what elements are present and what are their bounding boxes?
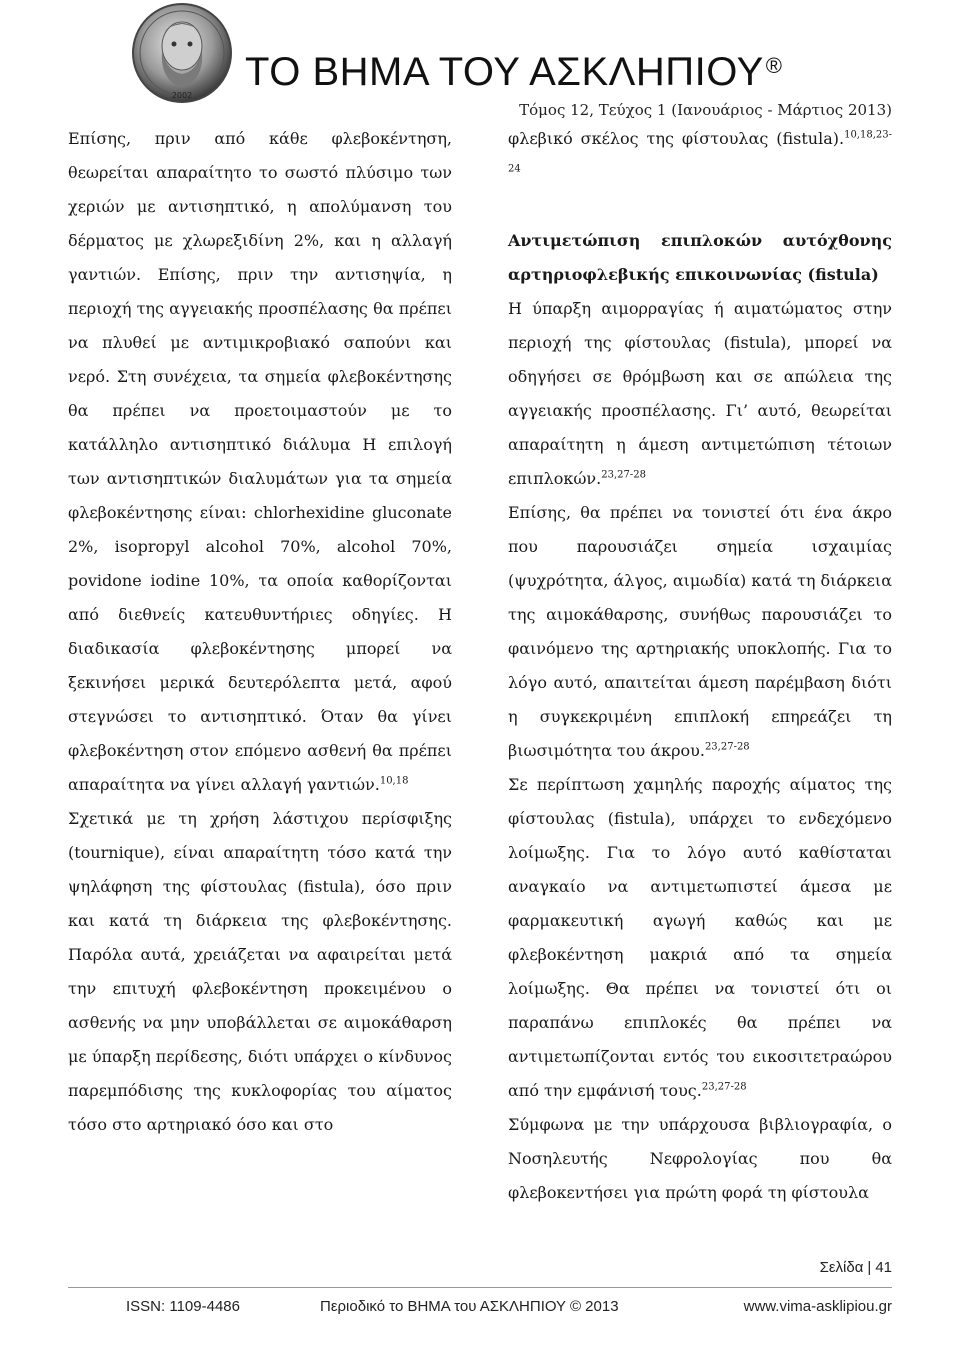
reference-superscript: 10,18,23-24	[508, 129, 892, 175]
page-number	[820, 1258, 892, 1278]
journal-title	[245, 48, 783, 96]
reference-superscript: 23,27-28	[601, 469, 646, 481]
footer-divider	[68, 1287, 892, 1288]
right-paragraph-2	[508, 496, 892, 768]
reference-superscript: 23,27-28	[701, 1081, 747, 1093]
paragraph-text: Σύμφωνα με την υπάρχουσα βιβλιογραφία, ο Νοσηλευτής Νεφρολογίας που θα φλεβοκεντήσει για πρώτη φορά τη φίστουλα	[508, 1115, 892, 1202]
reference-superscript: 10,18	[379, 775, 409, 787]
footer	[68, 1296, 892, 1318]
paragraph-text: Επίσης, πριν από κάθε φλεβοκέντηση, θεωρείται απαραίτητο το σωστό πλύσιμο των χεριών με αντισηπτικό, η απολύμανση του δέρματος με χλωρεξιδίνη 2%, και η αλλαγή γαντιών. Επίσης, πριν την αντισηψία, η περιοχή της αγγειακής προσπέλασης θα πρέπει να πλυθεί με αντιμικροβιακό σαπούνι και νερό. Στη συνέχεια, τα σημεία φλεβοκέντησης θα πρέπει να προετοιμαστούν με το κατάλληλο αντισηπτικό διάλυμα Η επιλογή των αντισηπτικών διαλυμάτων για τα σημεία φλεβοκέντησης είναι: chlorhexidine gluconate 2%, isopropyl alcohol 70%, alcohol 70%, povidone iodine 10%, τα οποία καθορίζονται από διεθνείς κατευθυντήριες οδηγίες. Η διαδικασία φλεβοκέντησης μπορεί να ξεκινήσει μερικά δευτερόλεπτα μετά, αφού στεγνώσει το αντισηπτικό. Όταν θα γίνει φλεβοκέντηση στον επόμενο ασθενή θα πρέπει απαραίτητα να γίνει αλλαγή γαντιών.	[68, 129, 452, 794]
footer-journal-copyright: Περιοδικό το ΒΗΜΑ του ΑΣΚΛΗΠΙΟΥ © 2013	[320, 1298, 619, 1315]
footer-website-link[interactable]: www.vima-asklipiou.gr	[743, 1298, 892, 1315]
left-column	[68, 122, 452, 1142]
spacer	[508, 190, 892, 224]
footer-issn: ISSN: 1109-4486	[126, 1298, 240, 1315]
page-label: Σελίδα	[819, 1259, 864, 1276]
reference-superscript: 23,27-28	[704, 741, 750, 753]
right-paragraph-4	[508, 1108, 892, 1210]
journal-logo-medallion	[130, 2, 234, 104]
registered-mark: ®	[765, 53, 783, 78]
page-number-value: 41	[875, 1259, 892, 1276]
paragraph-text: Επίσης, θα πρέπει να τονιστεί ότι ένα άκρο που παρουσιάζει σημεία ισχαιμίας (ψυχρότητα, άλγος, αιμωδία) κατά τη διάρκεια της αιμοκάθαρσης, συνήθως παρουσιάζει το φαινόμενο της αρτηριακής υποκλοπής. Για το λόγο αυτό, απαιτείται άμεση παρέμβαση διότι η συγκεκριμένη επιπλοκή επηρεάζει τη βιωσιμότητα του άκρου.	[508, 503, 892, 760]
issue-info: Τόμος 12, Τεύχος 1 (Ιανουάριος - Μάρτιος 2013)	[519, 101, 892, 119]
right-column	[508, 122, 892, 1210]
right-continuation	[508, 122, 892, 190]
left-paragraph-2	[68, 802, 452, 1142]
journal-title-text: ΤΟ ΒΗΜΑ ΤΟΥ ΑΣΚΛΗΠΙΟΥ	[245, 50, 764, 94]
paragraph-text: Η ύπαρξη αιμορραγίας ή αιματώματος στην περιοχή της φίστουλας (fistula), μπορεί να οδηγήσει σε θρόμβωση και σε απώλεια της αγγειακής προσπέλασης. Γι’ αυτό, θεωρείται απαραίτητη η άμεση αντιμετώπιση τέτοιων επιπλοκών.	[508, 299, 892, 488]
page-separator: |	[867, 1259, 872, 1276]
left-paragraph-1	[68, 122, 452, 802]
right-paragraph-3	[508, 768, 892, 1108]
logo-year: 2002	[171, 91, 193, 100]
paragraph-text: Σε περίπτωση χαμηλής παροχής αίματος της φίστουλας (fistula), υπάρχει το ενδεχόμενο λοίμωξης. Για το λόγο αυτό καθίσταται αναγκαίο να αντιμετωπιστεί άμεσα με φαρμακευτική αγωγή καθώς και με φλεβοκέντηση μακριά από τα σημεία λοίμωξης. Θα πρέπει να τονιστεί ότι οι παραπάνω επιπλοκές θα πρέπει να αντιμετωπίζονται εντός του εικοσιτετραώρου από την εμφάνισή τους.	[508, 775, 892, 1100]
section-heading: Αντιμετώπιση επιπλοκών αυτόχθονης αρτηριοφλεβικής επικοινωνίας (fistula)	[508, 231, 892, 284]
paragraph-text: φλεβικό σκέλος της φίστουλας (fistula).	[508, 129, 845, 148]
paragraph-text: Σχετικά με τη χρήση λάστιχου περίσφιξης (tournique), είναι απαραίτητη τόσο κατά την ψηλάφηση της φίστουλας (fistula), όσο πριν και κατά τη διάρκεια της φλεβοκέντησης. Παρόλα αυτά, χρειάζεται να αφαιρείται μετά την επιτυχή φλεβοκέντηση προκειμένου ο ασθενής να μην υποβάλλεται σε αιμοκάθαρση με ύπαρξη περίδεσης, διότι υπάρχει ο κίνδυνος παρεμπόδισης της κυκλοφορίας του αίματος τόσο στο αρτηριακό όσο και στο	[68, 809, 452, 1134]
right-paragraph-1	[508, 292, 892, 496]
